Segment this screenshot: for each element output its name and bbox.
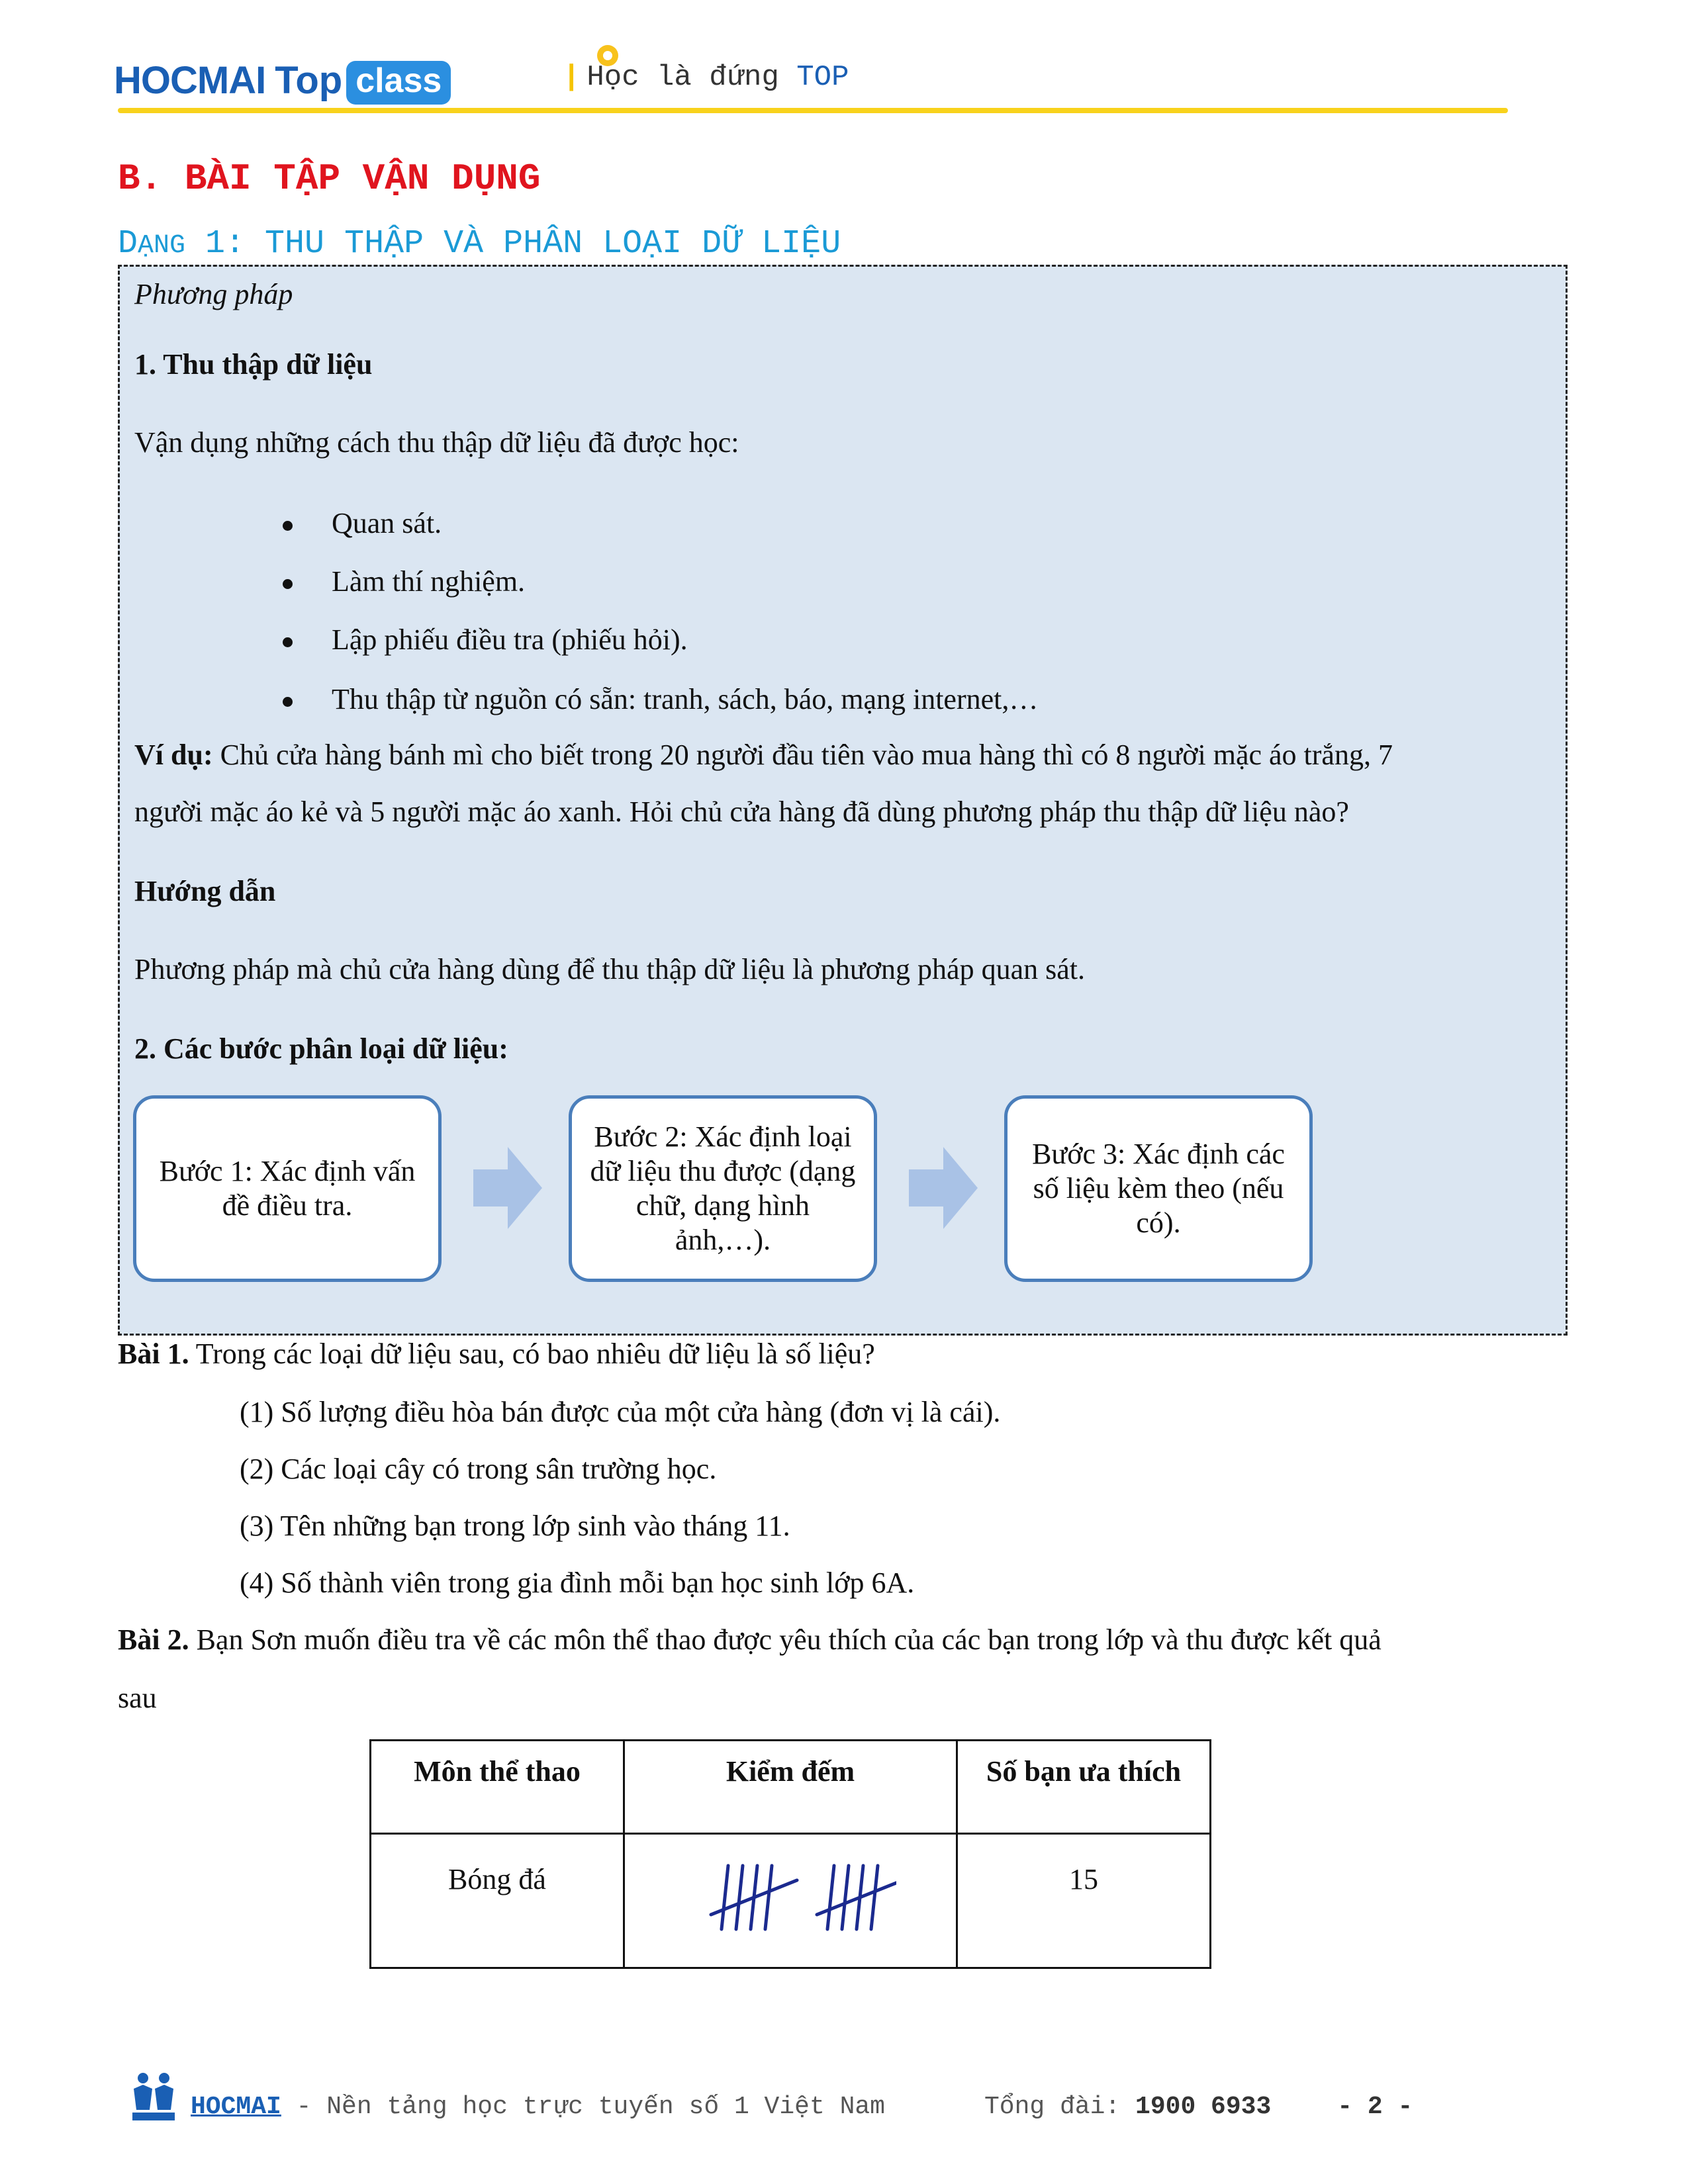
method-label: Phương pháp	[134, 278, 293, 310]
exercise-2-label: Bài 2.	[118, 1623, 189, 1656]
bullet-icon	[283, 521, 293, 531]
exercise-1-item: (1) Số lượng điều hòa bán được của một cửa hàng (đơn vị là cái).	[240, 1396, 1001, 1428]
bullet-item: Lập phiếu điều tra (phiếu hỏi).	[332, 623, 688, 656]
tally-marks	[684, 1858, 896, 1937]
table-header: Kiểm đếm	[624, 1741, 957, 1834]
method-intro: Vận dụng những cách thu thập dữ liệu đã được học:	[134, 426, 739, 459]
exercise-1-item: (4) Số thành viên trong gia đình mỗi bạn học sinh lớp 6A.	[240, 1567, 915, 1599]
table-row	[371, 1834, 1211, 1968]
exercise-2-text: Bạn Sơn muốn điều tra về các môn thể thao được yêu thích của các bạn trong lớp và thu được kết quả	[189, 1623, 1382, 1656]
example-line-2: người mặc áo kẻ và 5 người mặc áo xanh. Hỏi chủ cửa hàng đã dùng phương pháp thu thập dữ liệu nào?	[134, 796, 1349, 828]
tagline-prefix: Học là đứng	[586, 61, 779, 94]
bullet-item: Quan sát.	[332, 507, 442, 539]
tally-stroke	[827, 1866, 834, 1929]
header-divider	[118, 108, 1508, 113]
exercise-1-question	[118, 1337, 875, 1372]
subtitle-smallcaps: ẠNG	[138, 231, 186, 261]
method-heading-classify: 2. Các bước phân loại dữ liệu:	[134, 1032, 508, 1065]
step-3-box: Bước 3: Xác định các số liệu kèm theo (nếu có).	[1004, 1095, 1313, 1282]
exercise-1-text: Trong các loại dữ liệu sau, có bao nhiêu dữ liệu là số liệu?	[189, 1338, 875, 1370]
logo-hocmai-text: HOCMAI	[114, 59, 266, 102]
hocmai-footer-logo-icon	[131, 2070, 176, 2123]
tagline-divider: |	[563, 61, 581, 94]
bullet-icon	[283, 579, 293, 589]
exercise-2-question-cont: sau	[118, 1682, 157, 1714]
subtitle-rest: 1: THU THẬP VÀ PHÂN LOẠI DỮ LIỆU	[185, 225, 841, 263]
guide-text: Phương pháp mà chủ cửa hàng dùng để thu thập dữ liệu là phương pháp quan sát.	[134, 953, 1085, 985]
subtitle-first-letter: D	[118, 225, 138, 263]
footer-brand-link[interactable]: HOCMAI	[191, 2093, 281, 2121]
tally-stroke	[817, 1880, 896, 1915]
example-line-1	[134, 738, 1393, 773]
header-tagline	[563, 61, 849, 94]
tally-stroke	[736, 1866, 743, 1929]
example-label: Ví dụ:	[134, 739, 213, 771]
footer-page-number: - 2 -	[1337, 2093, 1413, 2121]
step-2-box: Bước 2: Xác định loại dữ liệu thu được (dạng chữ, dạng hình ảnh,…).	[569, 1095, 877, 1282]
section-title: B. BÀI TẬP VẬN DỤNG	[118, 158, 541, 200]
step-1-box: Bước 1: Xác định vấn đề điều tra.	[133, 1095, 442, 1282]
method-heading-collect: 1. Thu thập dữ liệu	[134, 348, 373, 381]
arrow-right-icon	[909, 1147, 978, 1229]
tally-stroke	[722, 1866, 728, 1929]
tally-stroke	[765, 1866, 772, 1929]
table-header: Môn thể thao	[371, 1741, 624, 1834]
bullet-item: Làm thí nghiệm.	[332, 565, 526, 598]
bullet-item: Thu thập từ nguồn có sẵn: tranh, sách, báo, mạng internet,…	[332, 683, 1039, 715]
logo-class-badge: class	[346, 61, 451, 105]
hocmai-topclass-logo	[114, 58, 451, 106]
exercise-2-question	[118, 1623, 1382, 1658]
sports-table	[369, 1739, 1211, 1969]
guide-label: Hướng dẫn	[134, 875, 276, 907]
footer-hotline-label: Tổng đài:	[984, 2093, 1136, 2121]
bullet-icon	[283, 637, 293, 647]
footer-slogan: - Nền tảng học trực tuyến số 1 Việt Nam	[281, 2093, 885, 2121]
tagline-highlight: TOP	[796, 61, 849, 94]
method-box	[118, 265, 1568, 1336]
example-text-1: Chủ cửa hàng bánh mì cho biết trong 20 người đầu tiên vào mua hàng thì có 8 người mặc áo trắng, 7	[212, 739, 1393, 771]
table-header: Số bạn ưa thích	[957, 1741, 1211, 1834]
arrow-right-icon	[473, 1147, 542, 1229]
exercise-1-label: Bài 1.	[118, 1338, 189, 1370]
table-header-row	[371, 1741, 1211, 1834]
tally-stroke	[842, 1866, 849, 1929]
footer-hotline: 1900 6933	[1135, 2093, 1272, 2121]
logo-top-text: Top	[275, 59, 343, 102]
count-cell: 15	[957, 1834, 1211, 1968]
section-subtitle	[118, 225, 841, 263]
sport-cell: Bóng đá	[371, 1834, 624, 1968]
exercise-1-item: (2) Các loại cây có trong sân trường học.	[240, 1453, 717, 1485]
bullet-icon	[283, 697, 293, 707]
tally-stroke	[871, 1866, 878, 1929]
tally-cell	[624, 1834, 957, 1968]
exercise-1-item: (3) Tên những bạn trong lớp sinh vào tháng 11.	[240, 1510, 790, 1542]
footer	[191, 2093, 1413, 2121]
